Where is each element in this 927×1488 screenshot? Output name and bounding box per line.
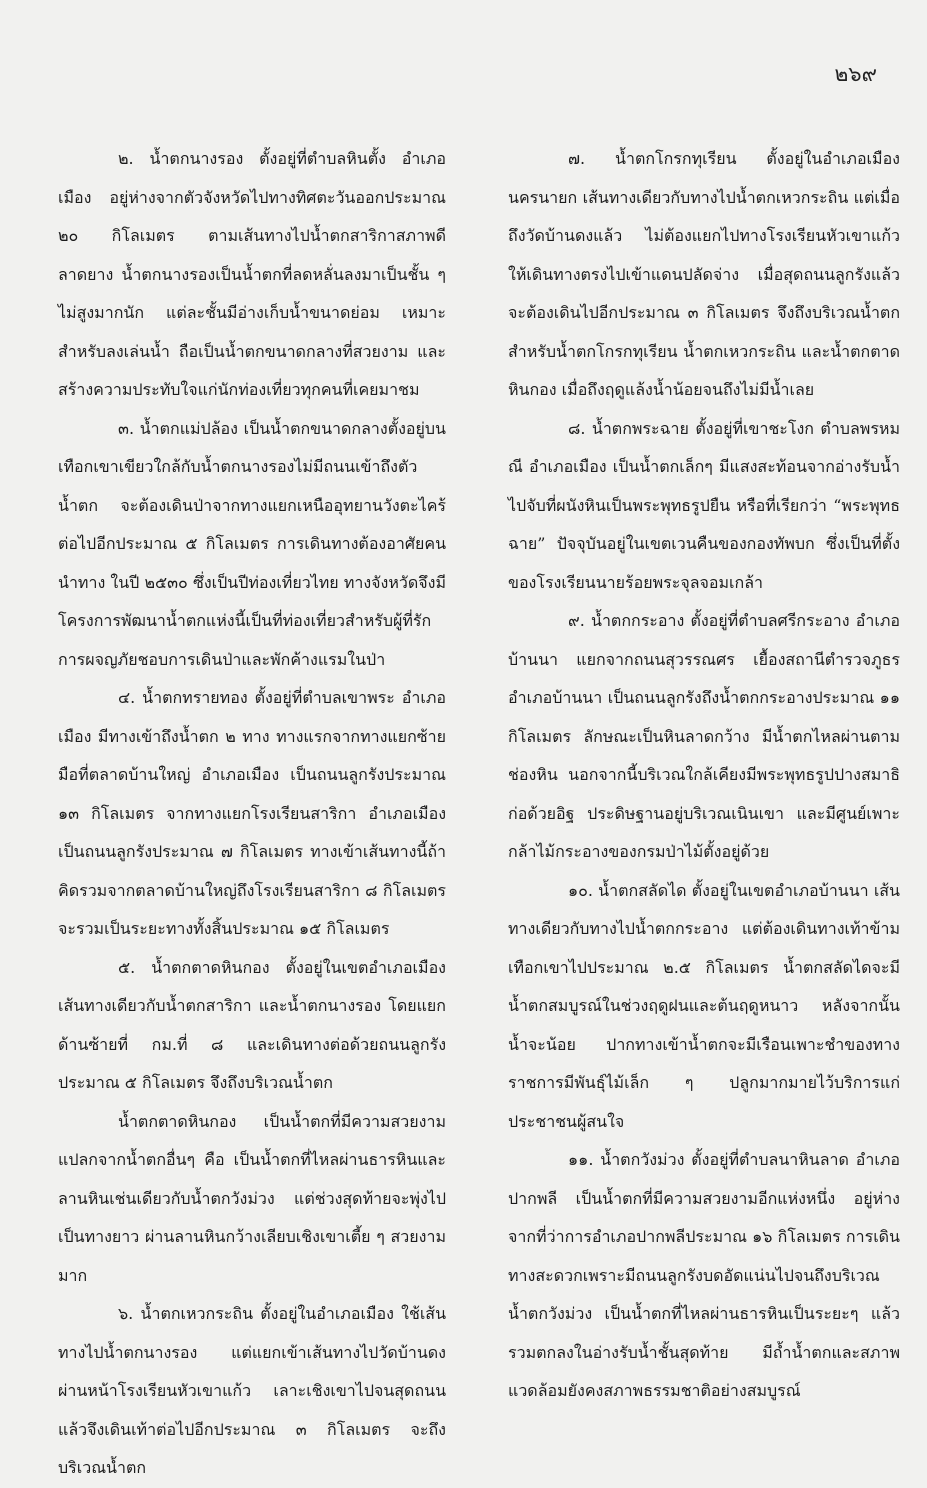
- paragraph-sai-thong-waterfall: ๔. น้ำตกทรายทอง ตั้งอยู่ที่ตำบลเขาพระ อำเภอเมือง มีทางเข้าถึงน้ำตก ๒ ทาง ทางแรกจากทางแยกซ้ายมือที่ตลาดบ้านใหญ่ อำเภอเมือง เป็นถนนลูกรังประมาณ ๑๓ กิโลเมตร จากทางแยกโรงเรียนสาริกา อำเภอเมือง เป็นถนนลูกรังประมาณ ๗ กิโลเมตร ทางเข้าเส้นทางนี้ถ้าคิดรวมจากตลาดบ้านใหญ่ถึงโรงเรียนสาริกา ๘ กิโลเมตร จะรวมเป็นระยะทางทั้งสิ้นประมาณ ๑๕ กิโลเมตร: [58, 688, 446, 938]
- paragraph-tat-hin-kong-waterfall: ๕. น้ำตกตาดหินกอง ตั้งอยู่ในเขตอำเภอเมือง เส้นทางเดียวกับน้ำตกสาริกา และน้ำตกนางรอง โดยแยกด้านซ้ายที่ กม.ที่ ๘ และเดินทางต่อด้วยถนนลูกรังประมาณ ๕ กิโลเมตร จึงถึงบริเวณน้ำตก: [58, 957, 446, 1092]
- paragraph-phra-chai-waterfall: ๘. น้ำตกพระฉาย ตั้งอยู่ที่เขาชะโงก ตำบลพรหมณี อำเภอเมือง เป็นน้ำตกเล็กๆ มีแสงสะท้อนจากอ่างรับน้ำไปจับที่ผนังหินเป็นพระพุทธรูปยืน หรือที่เรียกว่า “พระพุทธฉาย” ปัจจุบันอยู่ในเขตเวนคืนของกองทัพบก ซึ่งเป็นที่ตั้งของโรงเรียนนายร้อยพระจุลจอมเกล้า: [508, 418, 900, 592]
- paragraph-wang-muang-waterfall: ๑๑. น้ำตกวังม่วง ตั้งอยู่ที่ตำบลนาหินลาด อำเภอปากพลี เป็นน้ำตกที่มีความสวยงามอีกแห่งหนึ่ง อยู่ห่างจากที่ว่าการอำเภอปากพลีประมาณ ๑๖ กิโลเมตร การเดินทางสะดวกเพราะมีถนนลูกรังบดอัดแน่นไปจนถึงบริเวณน้ำตกวังม่วง เป็นน้ำตกที่ไหลผ่านธารหินเป็นระยะๆ แล้วรวมตกลงในอ่างรับน้ำชั้นสุดท้าย มีถ้ำน้ำตกและสภาพแวดล้อมยังคงสภาพธรรมชาติอย่างสมบูรณ์: [508, 1150, 900, 1400]
- page-number: ๒๖๙: [834, 62, 877, 86]
- right-column: [508, 140, 900, 1411]
- paragraph-mae-plong-waterfall: ๓. น้ำตกแม่ปล้อง เป็นน้ำตกขนาดกลางตั้งอยู่บนเทือกเขาเขียวใกล้กับน้ำตกนางรองไม่มีถนนเข้าถึงตัวน้ำตก จะต้องเดินป่าจากทางแยกเหนืออุทยานวังตะไคร้ต่อไปอีกประมาณ ๕ กิโลเมตร การเดินทางต้องอาศัยคนนำทาง ในปี ๒๕๓๐ ซึ่งเป็นปีท่องเที่ยวไทย ทางจังหวัดจึงมีโครงการพัฒนาน้ำตกแห่งนี้เป็นที่ท่องเที่ยวสำหรับผู้ที่รักการผจญภัยชอบการเดินป่าและพักค้างแรมในป่า: [58, 418, 446, 669]
- paragraph-heo-krathin-waterfall: ๖. น้ำตกเหวกระถิน ตั้งอยู่ในอำเภอเมือง ใช้เส้นทางไปน้ำตกนางรอง แต่แยกเข้าเส้นทางไปวัดบ้านดงผ่านหน้าโรงเรียนหัวเขาแก้ว เลาะเชิงเขาไปจนสุดถนนแล้วจึงเดินเท้าต่อไปอีกประมาณ ๓ กิโลเมตร จะถึงบริเวณน้ำตก: [58, 1304, 446, 1477]
- paragraph-krok-thurian-waterfall: ๗. น้ำตกโกรกทุเรียน ตั้งอยู่ในอำเภอเมือง นครนายก เส้นทางเดียวกับทางไปน้ำตกเหวกระถิน แต่เมื่อถึงวัดบ้านดงแล้ว ไม่ต้องแยกไปทางโรงเรียนหัวเขาแก้ว ให้เดินทางตรงไปเข้าแดนปลัดจ่าง เมื่อสุดถนนลูกรังแล้ว จะต้องเดินไปอีกประมาณ ๓ กิโลเมตร จึงถึงบริเวณน้ำตก สำหรับน้ำตกโกรกทุเรียน น้ำตกเหวกระถิน และน้ำตกตาดหินกอง เมื่อถึงฤดูแล้งน้ำน้อยจนถึงไม่มีน้ำเลย: [508, 149, 900, 399]
- paragraph-tat-hin-kong-description: น้ำตกตาดหินกอง เป็นน้ำตกที่มีความสวยงามแปลกจากน้ำตกอื่นๆ คือ เป็นน้ำตกที่ไหลผ่านธารหินและลานหินเช่นเดียวกับน้ำตกวังม่วง แต่ช่วงสุดท้ายจะพุ่งไปเป็นทางยาว ผ่านลานหินกว้างเลียบเชิงเขาเตี้ย ๆ สวยงามมาก: [58, 1111, 446, 1285]
- paragraph-salat-dai-waterfall: ๑๐. น้ำตกสลัดได ตั้งอยู่ในเขตอำเภอบ้านนา เส้นทางเดียวกับทางไปน้ำตกกระอาง แต่ต้องเดินทางเท้าข้ามเทือกเขาไปประมาณ ๒.๕ กิโลเมตร น้ำตกสลัดไดจะมีน้ำตกสมบูรณ์ในช่วงฤดูฝนและต้นฤดูหนาว หลังจากนั้นน้ำจะน้อย ปากทางเข้าน้ำตกจะมีเรือนเพาะชำของทางราชการมีพันธุ์ไม้เล็ก ๆ ปลูกมากมายไว้บริการแก่ประชาชนผู้สนใจ: [508, 880, 900, 1131]
- left-column: [58, 140, 446, 1488]
- paragraph-nang-rong-waterfall: ๒. น้ำตกนางรอง ตั้งอยู่ที่ตำบลหินตั้ง อำเภอเมือง อยู่ห่างจากตัวจังหวัดไปทางทิศตะวันออกประมาณ ๒๐ กิโลเมตร ตามเส้นทางไปน้ำตกสาริกาสภาพดี ลาดยาง น้ำตกนางรองเป็นน้ำตกที่ลดหลั่นลงมาเป็นชั้น ๆ ไม่สูงมากนัก แต่ละชั้นมีอ่างเก็บน้ำขนาดย่อม เหมาะสำหรับลงเล่นน้ำ ถือเป็นน้ำตกขนาดกลางที่สวยงาม และสร้างความประทับใจแก่นักท่องเที่ยวทุกคนที่เคยมาชม: [58, 149, 446, 399]
- paragraph-kra-ang-waterfall: ๙. น้ำตกกระอาง ตั้งอยู่ที่ตำบลศรีกระอาง อำเภอบ้านนา แยกจากถนนสุวรรณศร เยื้องสถานีตำรวจภูธรอำเภอบ้านนา เป็นถนนลูกรังถึงน้ำตกกระอางประมาณ ๑๑ กิโลเมตร ลักษณะเป็นหินลาดกว้าง มีน้ำตกไหลผ่านตามช่องหิน นอกจากนี้บริเวณใกล้เคียงมีพระพุทธรูปปางสมาธิก่อด้วยอิฐ ประดิษฐานอยู่บริเวณเนินเขา และมีศูนย์เพาะกล้าไม้กระอางของกรมป่าไม้ตั้งอยู่ด้วย: [508, 611, 900, 861]
